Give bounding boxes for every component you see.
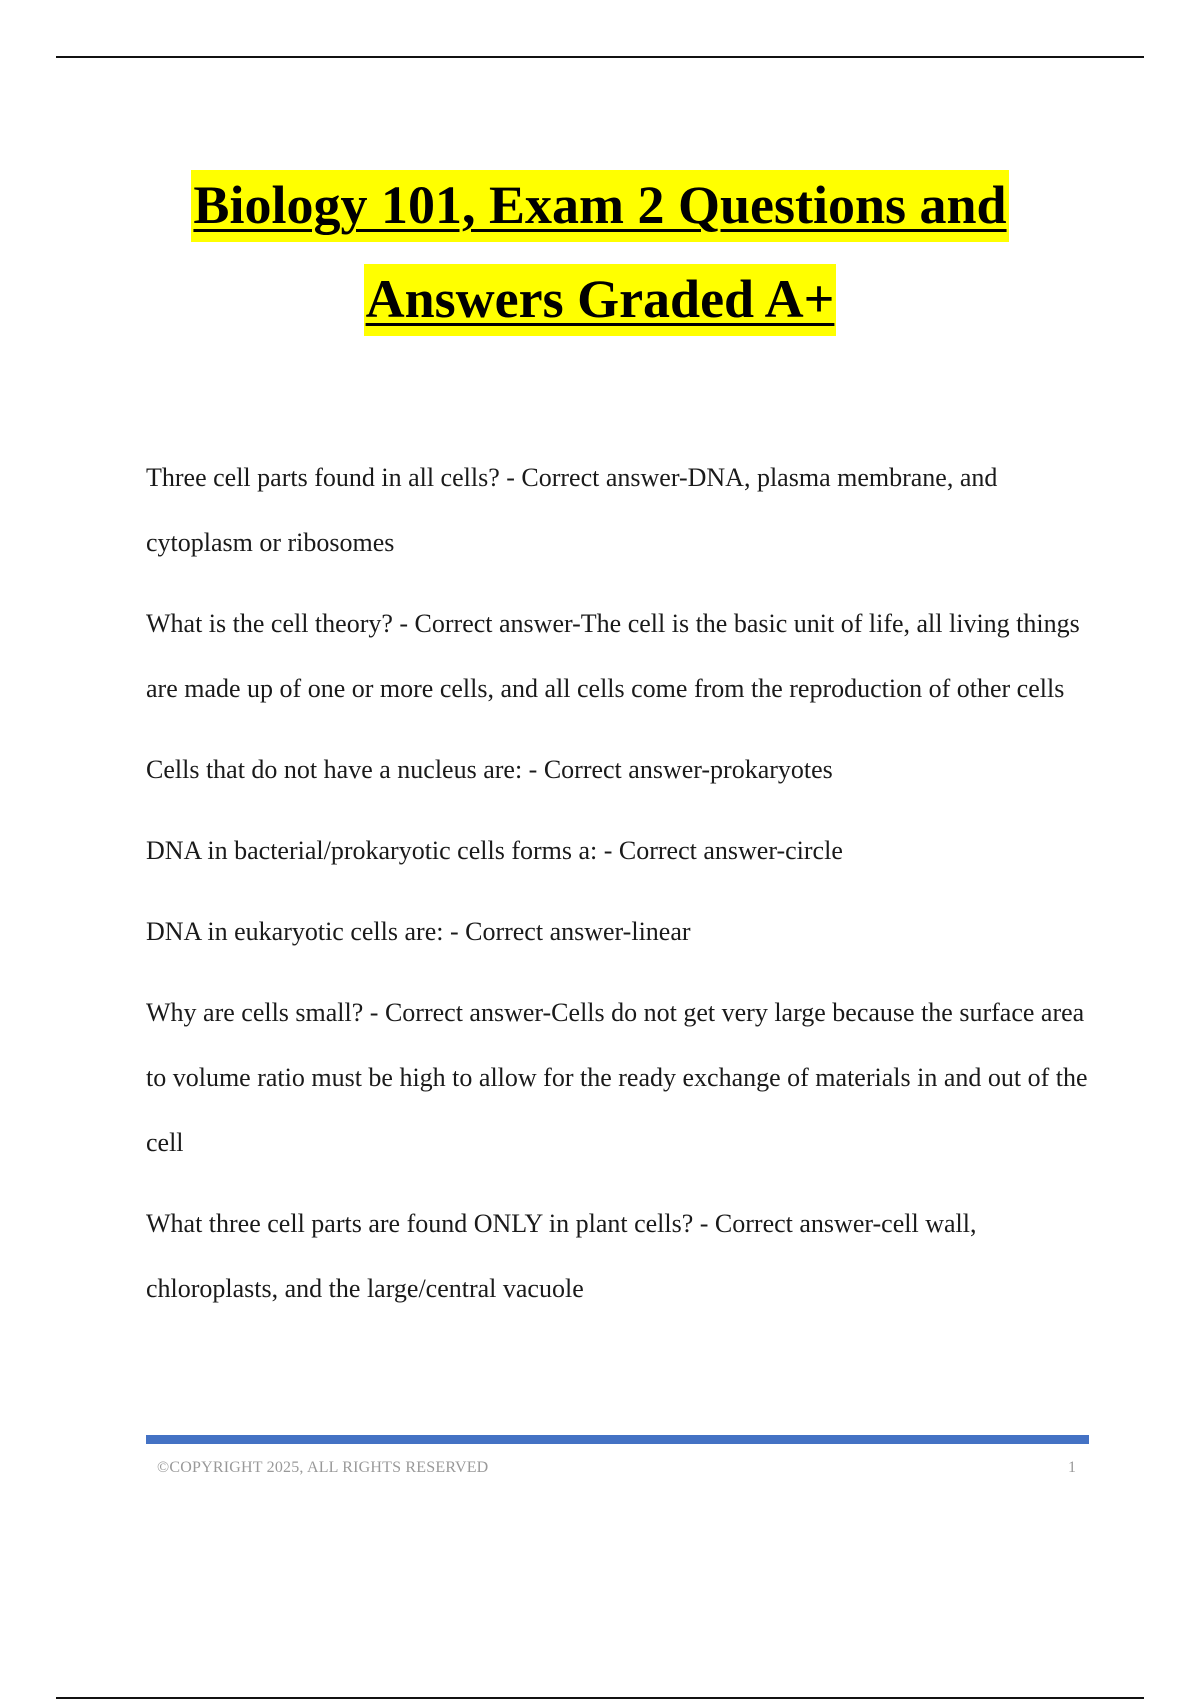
footer-bar: [146, 1435, 1089, 1444]
footer-copyright: ©COPYRIGHT 2025, ALL RIGHTS RESERVED: [157, 1459, 489, 1476]
page-number: 1: [1068, 1459, 1076, 1476]
qa-list: [146, 445, 1096, 1337]
qa-item: DNA in bacterial/prokaryotic cells forms a: - Correct answer-circle: [146, 836, 843, 865]
title-line-2: Answers Graded A+: [364, 264, 837, 336]
top-rule: [56, 56, 1144, 58]
qa-item: DNA in eukaryotic cells are: - Correct answer-linear: [146, 917, 691, 946]
qa-item: Why are cells small? - Correct answer-Cells do not get very large because the surface area to volume ratio must be high to allow for the ready exchange of materials in and out of the cell: [146, 998, 1088, 1157]
qa-item: Cells that do not have a nucleus are: - Correct answer-prokaryotes: [146, 755, 833, 784]
bottom-rule: [56, 1697, 1144, 1699]
qa-item: Three cell parts found in all cells? - Correct answer-DNA, plasma membrane, and cytoplasm or ribosomes: [146, 463, 998, 557]
document-title: [0, 170, 1200, 336]
title-line-1: Biology 101, Exam 2 Questions and: [191, 170, 1008, 242]
qa-item: What three cell parts are found ONLY in plant cells? - Correct answer-cell wall, chloroplasts, and the large/central vacuole: [146, 1209, 977, 1303]
qa-item: What is the cell theory? - Correct answer-The cell is the basic unit of life, all living things are made up of one or more cells, and all cells come from the reproduction of other cells: [146, 609, 1080, 703]
